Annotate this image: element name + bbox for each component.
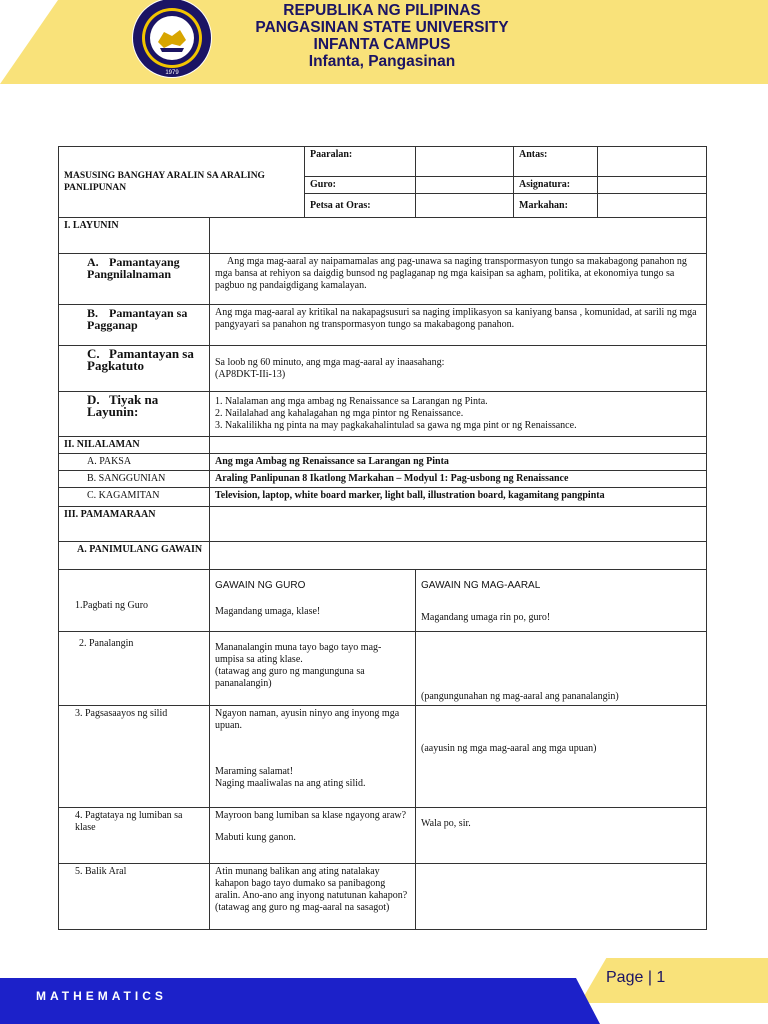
panalangin-magaaral: (pangungunahan ng mag-aaral ang pananalangin) <box>416 632 707 706</box>
guro-value <box>416 177 514 194</box>
lesson-plan-table <box>58 146 707 930</box>
seal-year: 1979 <box>165 70 179 76</box>
document-title: MASUSING BANGHAY ARALIN SA ARALING PANLIPUNAN <box>59 147 305 218</box>
antas-value <box>598 147 707 177</box>
list-item: 2. Nailalahad ang kahalagahan ng mga pintor ng Renaissance. <box>215 408 464 419</box>
kagamitan-label: C. KAGAMITAN <box>59 488 210 507</box>
paaralan-value <box>416 147 514 177</box>
asignatura-label: Asignatura: <box>514 177 598 194</box>
layunin-empty <box>210 218 707 254</box>
col-header-magaaral: GAWAIN NG MAG-AARAL <box>421 580 541 591</box>
pamantayang-pangnilalaman-label: A. Pamantayang Pangnilalnaman <box>59 254 210 305</box>
pamantayan-pagganap-text: Ang mga mag-aaral ay kritikal na nakapagsusuri sa naging implikasyon sa kaniyang bansa , komunidad, at sarili ng mga pangyayari sa panahon ng transpormasyon tungo sa makabagong panahon. <box>210 305 707 346</box>
panimulang-gawain-label: A. PANIMULANG GAWAIN <box>59 542 210 570</box>
balik-aral-magaaral <box>416 864 707 930</box>
header-campus: INFANTA CAMPUS <box>313 36 451 53</box>
petsa-label: Petsa at Oras: <box>305 194 416 218</box>
nilalaman-empty <box>210 437 707 454</box>
panalangin-label: 2. Panalangin <box>59 632 210 706</box>
header-university: PANGASINAN STATE UNIVERSITY <box>255 19 509 36</box>
sanggunian-label: B. SANGGUNIAN <box>59 471 210 488</box>
panalangin-guro: Mananalangin muna tayo bago tayo mag-umpisa sa ating klase. (tatawag ang guro ng mangunguna sa pananalangin) <box>210 632 416 706</box>
tiyak-na-layunin-list <box>210 392 707 437</box>
nilalaman-heading: II. NILALAMAN <box>59 437 210 454</box>
pamantayan-pagganap-label: B. Pamantayan sa Pagganap <box>59 305 210 346</box>
asignatura-value <box>598 177 707 194</box>
university-seal-icon <box>130 0 214 84</box>
pamamaraan-heading: III. PAMAMARAAN <box>59 507 210 542</box>
pamantayan-pagkatuto-label: C. Pamantayan sa Pagkatuto <box>59 346 210 392</box>
kagamitan-value: Television, laptop, white board marker, light ball, illustration board, kagamitang pangpinta <box>210 488 707 507</box>
pagsasaayos-magaaral: (aayusin ng mga mag-aaral ang mga upuan) <box>416 706 707 808</box>
balik-aral-label: 5. Balik Aral <box>59 864 210 930</box>
header-location: Infanta, Pangasinan <box>308 53 456 70</box>
layunin-heading: I. LAYUNIN <box>59 218 210 254</box>
sanggunian-value: Araling Panlipunan 8 Ikatlong Markahan – Modyul 1: Pag-usbong ng Renaissance <box>210 471 707 488</box>
header-republika: REPUBLIKA NG PILIPINAS <box>283 2 481 19</box>
pagtataya-magaaral: Wala po, sir. <box>416 808 707 864</box>
pamamaraan-empty <box>210 507 707 542</box>
page-number: Page | 1 <box>606 969 666 986</box>
list-item: 3. Nakalilikha ng pinta na may pagkakahalintulad sa gawa ng mga pint or ng Renaissance. <box>215 420 577 431</box>
paksa-value: Ang mga Ambag ng Renaissance sa Larangan ng Pinta <box>210 454 707 471</box>
paksa-label: A. PAKSA <box>59 454 210 471</box>
panimulang-empty <box>210 542 707 570</box>
antas-label: Antas: <box>514 147 598 177</box>
col-header-guro: GAWAIN NG GURO <box>215 580 306 591</box>
header-white-corner <box>0 0 58 84</box>
pagtataya-label: 4. Pagtataya ng lumiban sa klase <box>59 808 210 864</box>
footer-subject: MATHEMATICS <box>36 989 167 1003</box>
header-text <box>232 0 532 70</box>
paaralan-label: Paaralan: <box>305 147 416 177</box>
pagbati-label: 1.Pagbati ng Guro <box>59 570 210 632</box>
pagbati-magaaral: GAWAIN NG MAG-AARAL Magandang umaga rin po, guro! <box>416 570 707 632</box>
balik-aral-guro: Atin munang balikan ang ating natalakay kahapon bago tayo dumako sa panibagong aralin. Ano-ano ang inyong natutunan kahapon? (tatawag ang guro ng mag-aaral na sasagot) <box>210 864 416 930</box>
list-item: 1. Nalalaman ang mga ambag ng Renaissance sa Larangan ng Pinta. <box>215 396 488 407</box>
pagsasaayos-label: 3. Pagsasaayos ng silid <box>59 706 210 808</box>
pamantayang-pangnilalaman-text: Ang mga mag-aaral ay naipamamalas ang pag-unawa sa naging transpormasyon tungo sa makabagong panahon ng mga bansa at rehiyon sa daigdig bunsod ng paglaganap ng mga kaisipan sa agham, politika, at ekonomiya tungo sa pagbuo ng pandaigdigang kamalayan. <box>210 254 707 305</box>
pagbati-guro: GAWAIN NG GURO Magandang umaga, klase! <box>210 570 416 632</box>
petsa-value <box>416 194 514 218</box>
pamantayan-pagkatuto-text: Sa loob ng 60 minuto, ang mga mag-aaral ay inaasahang: (AP8DKT-IIi-13) <box>210 346 707 392</box>
markahan-value <box>598 194 707 218</box>
pagsasaayos-guro: Ngayon naman, ayusin ninyo ang inyong mga upuan. Maraming salamat! Naging maaliwalas na ang ating silid. <box>210 706 416 808</box>
markahan-label: Markahan: <box>514 194 598 218</box>
guro-label: Guro: <box>305 177 416 194</box>
tiyak-na-layunin-label: D. Tiyak na Layunin: <box>59 392 210 437</box>
pagtataya-guro: Mayroon bang lumiban sa klase ngayong araw? Mabuti kung ganon. <box>210 808 416 864</box>
